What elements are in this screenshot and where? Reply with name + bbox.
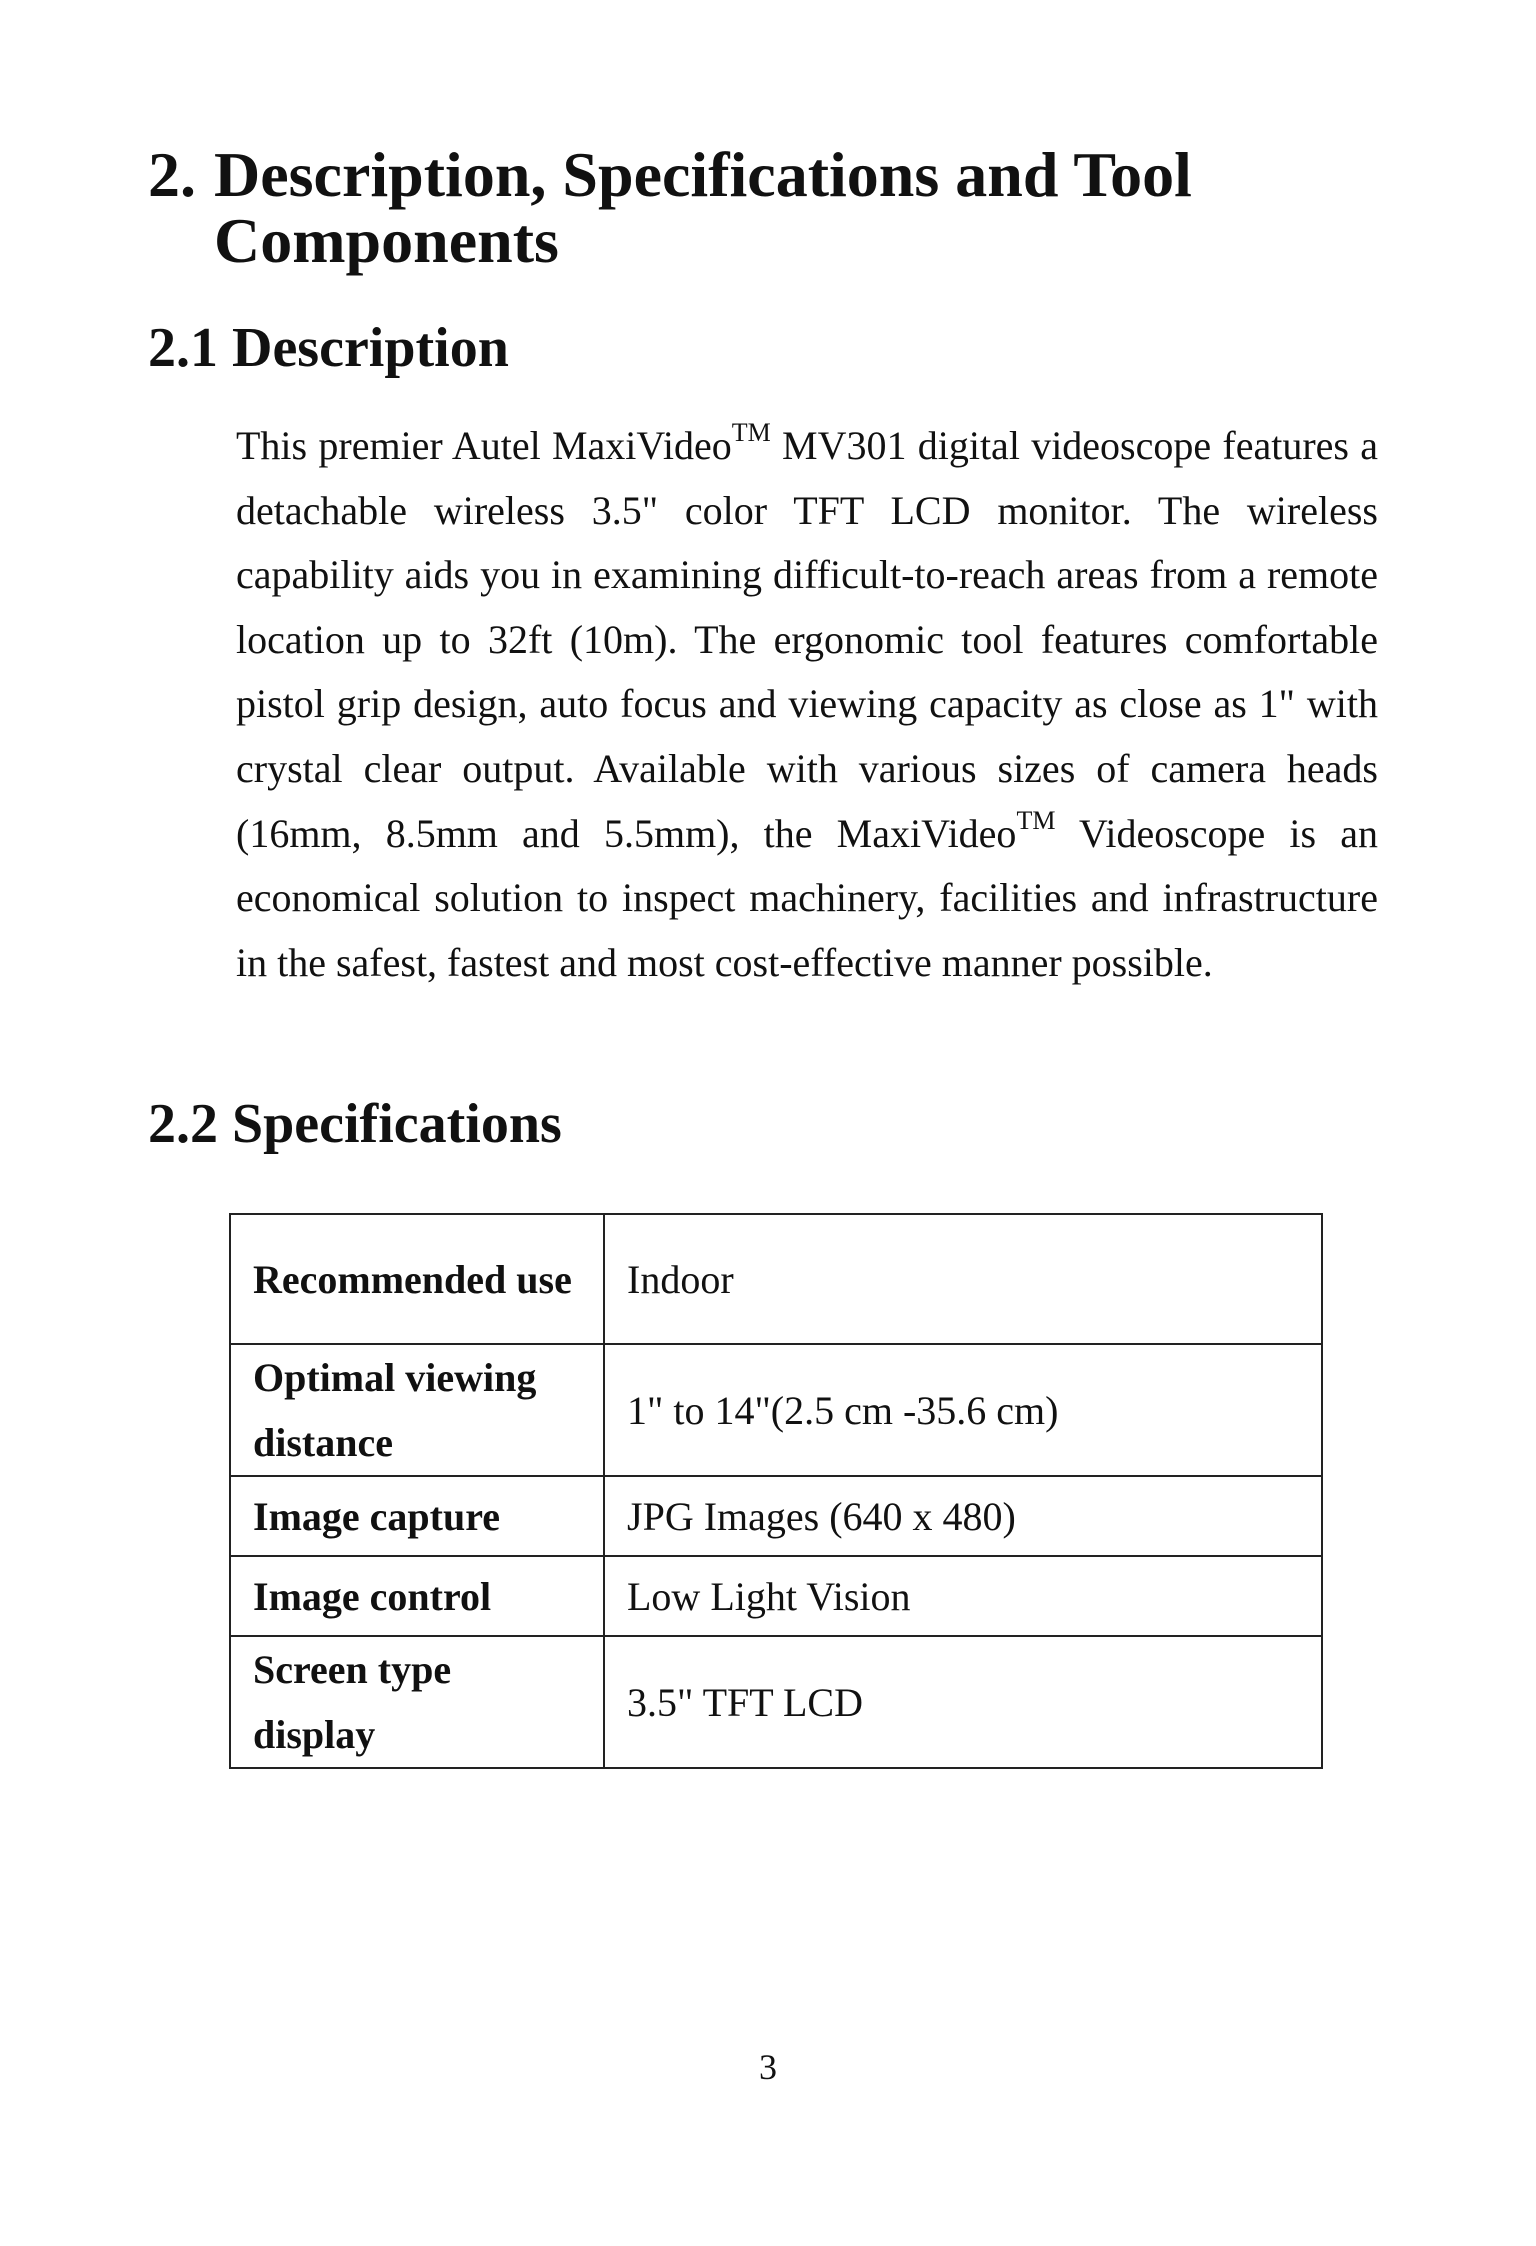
spec-label: Recommended use [230,1214,604,1344]
spec-value: 3.5" TFT LCD [604,1636,1322,1768]
specifications-table [229,1213,1323,1769]
section-title-line1: Description, Specifications and Tool [214,139,1192,210]
spec-value: 1" to 14"(2.5 cm -35.6 cm) [604,1344,1322,1476]
description-paragraph [236,414,1378,995]
spec-label: Screen type display [230,1636,604,1768]
spec-value: Indoor [604,1214,1322,1344]
spec-label: Image capture [230,1476,604,1556]
trademark-mark-2: TM [1016,805,1056,835]
table-row [230,1476,1322,1556]
table-row [230,1636,1322,1768]
spec-value: JPG Images (640 x 480) [604,1476,1322,1556]
paragraph-text-2: MV301 digital videoscope features a detachable wireless 3.5" color TFT LCD monitor. The wireless capability aids you in examining difficult-to-reach areas from a remote location up to 32ft (10m). The ergonomic tool features comfortable pistol grip design, auto focus and viewing capacity as close as 1" with crystal clear output. Available with various sizes of camera heads (16mm, 8.5mm and 5.5mm), the MaxiVideo [236,423,1378,856]
spec-label: Image control [230,1556,604,1636]
spec-value: Low Light Vision [604,1556,1322,1636]
spec-label: Optimal viewing distance [230,1344,604,1476]
paragraph-text-1: This premier Autel MaxiVideo [236,423,732,468]
section-title-line2: Components [214,205,559,276]
table-row [230,1556,1322,1636]
description-heading: 2.1 Description [148,317,509,379]
section-title [148,139,1388,276]
page-number: 3 [759,2047,777,2087]
section-number: 2. [148,139,196,210]
paragraph-text-3: Videoscope is an economical solution to inspect machinery, facilities and infrastructure in the safest, fastest and most cost-effective manner possible. [236,810,1378,985]
table-row [230,1214,1322,1344]
specifications-heading: 2.2 Specifications [148,1093,562,1155]
table-row [230,1344,1322,1476]
trademark-mark-1: TM [731,418,771,447]
